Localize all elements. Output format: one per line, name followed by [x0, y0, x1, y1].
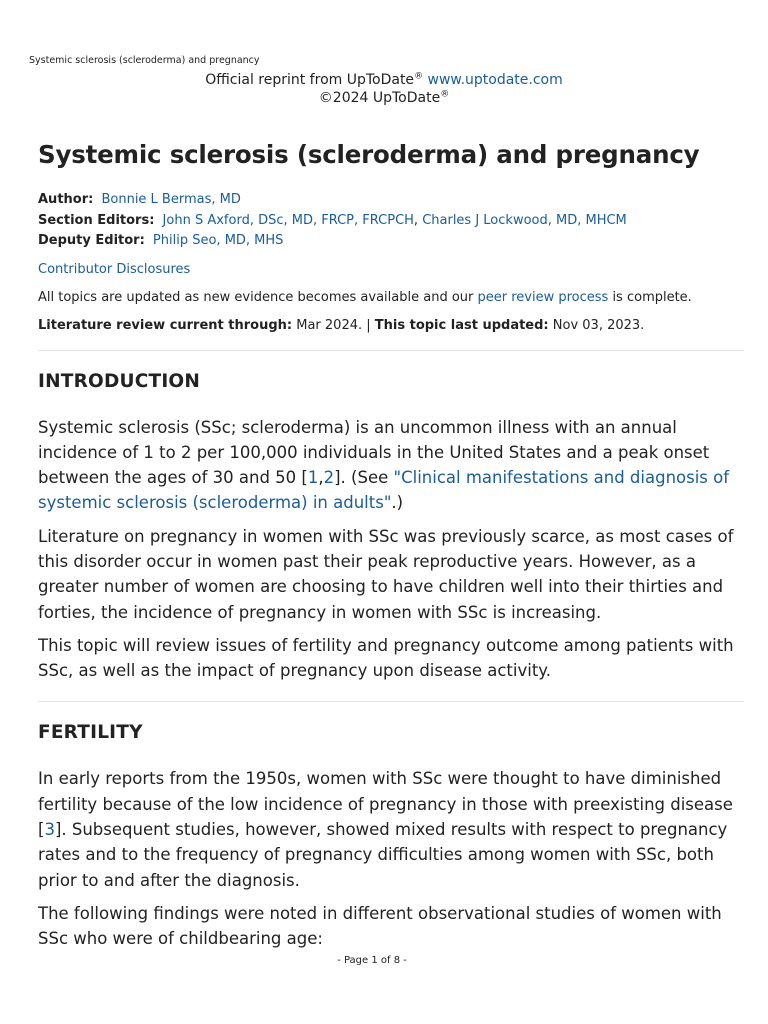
section-editors-label: Section Editors:: [38, 212, 155, 228]
reference-link-3[interactable]: 3: [44, 820, 55, 840]
divider: [38, 701, 744, 702]
intro-paragraph-3: This topic will review issues of fertility and pregnancy outcome among patients with SSc, as well as the impact of pregnancy upon disease activity.: [38, 635, 734, 681]
section-heading-introduction: INTRODUCTION: [38, 370, 201, 392]
update-notice-after: is complete.: [608, 289, 692, 305]
lit-review-label: Literature review current through:: [38, 317, 293, 333]
authors-block: [38, 190, 744, 252]
intro-p1-text-a: Systemic sclerosis (SSc; scleroderma) is an uncommon illness with an annual incidence of 1 to 2 per 100,000 individuals in the United States and a peak onset between the ages of 30 and 50 [: [38, 417, 710, 488]
article: [38, 138, 744, 960]
intro-p1-text-c: .): [391, 493, 404, 513]
editor-separator: ,: [413, 212, 423, 228]
registered-mark: ®: [414, 71, 424, 82]
fertility-paragraph-1: [38, 766, 744, 892]
author-row: [38, 190, 744, 211]
uptodate-link[interactable]: www.uptodate.com: [427, 72, 563, 88]
reference-link-1[interactable]: 1: [307, 468, 319, 488]
last-updated-value: Nov 03, 2023.: [548, 317, 645, 333]
peer-review-link[interactable]: peer review process: [477, 289, 609, 305]
fertility-p1-text-b: ]. Subsequent studies, however, showed mixed results with respect to pregnancy rates and to the frequency of pregnancy difficulties among women with SSc, both prior to and after the diagnosis.: [38, 820, 728, 890]
clinical-manifestations-link[interactable]: "Clinical manifestations and diagnosis of systemic sclerosis (scleroderma) in adults": [38, 468, 730, 513]
contributor-disclosures-link[interactable]: Contributor Disclosures: [38, 261, 191, 277]
page-footer: - Page 1 of 8 -: [337, 955, 407, 966]
divider: [38, 350, 744, 351]
reference-link-2[interactable]: 2: [323, 468, 335, 488]
update-notice-before: All topics are updated as new evidence becomes available and our: [38, 289, 478, 305]
author-label: Author:: [38, 192, 94, 207]
fertility-paragraph-2: The following findings were noted in different observational studies of women with SSc who were of childbearing age:: [38, 903, 722, 949]
deputy-editor-link[interactable]: Philip Seo, MD, MHS: [152, 233, 284, 248]
intro-p1-text-b: ]. (See: [334, 468, 394, 488]
deputy-editor-label: Deputy Editor:: [38, 233, 145, 248]
section-editors-row: [38, 211, 744, 232]
section-editor-link-1[interactable]: John S Axford, DSc, MD, FRCP, FRCPCH: [162, 212, 414, 228]
update-notice: [38, 288, 744, 308]
section-heading-fertility: FERTILITY: [38, 722, 143, 744]
intro-paragraph-1: [38, 415, 744, 516]
intro-paragraph-2: Literature on pregnancy in women with SSc was previously scarce, as most cases of this disorder occur in women past their peak reproductive years. However, as a greater number of women are choosing to have children well into their thirties and forties, the incidence of pregnancy in women with SSc is increasing.: [38, 526, 734, 622]
lit-review-value: Mar 2024. |: [292, 317, 375, 333]
copyright-text: ©2024 UpToDate: [318, 90, 441, 106]
running-head: Systemic sclerosis (scleroderma) and pregnancy: [29, 55, 260, 66]
deputy-editor-row: [38, 231, 744, 252]
author-link[interactable]: Bonnie L Bermas, MD: [101, 192, 241, 207]
literature-review-line: [38, 316, 744, 336]
reprint-notice: [0, 71, 768, 107]
registered-mark-2: ®: [440, 89, 450, 100]
reprint-prefix: Official reprint from UpToDate: [205, 72, 415, 88]
page-title: Systemic sclerosis (scleroderma) and pregnancy: [38, 140, 700, 169]
section-editor-link-2[interactable]: Charles J Lockwood, MD, MHCM: [422, 212, 627, 228]
last-updated-label: This topic last updated:: [374, 317, 549, 333]
fertility-p1-text-a: In early reports from the 1950s, women with SSc were thought to have diminished fertility because of the low incidence of pregnancy in those with preexisting disease [: [38, 769, 733, 840]
ref-comma: ,: [318, 468, 324, 488]
